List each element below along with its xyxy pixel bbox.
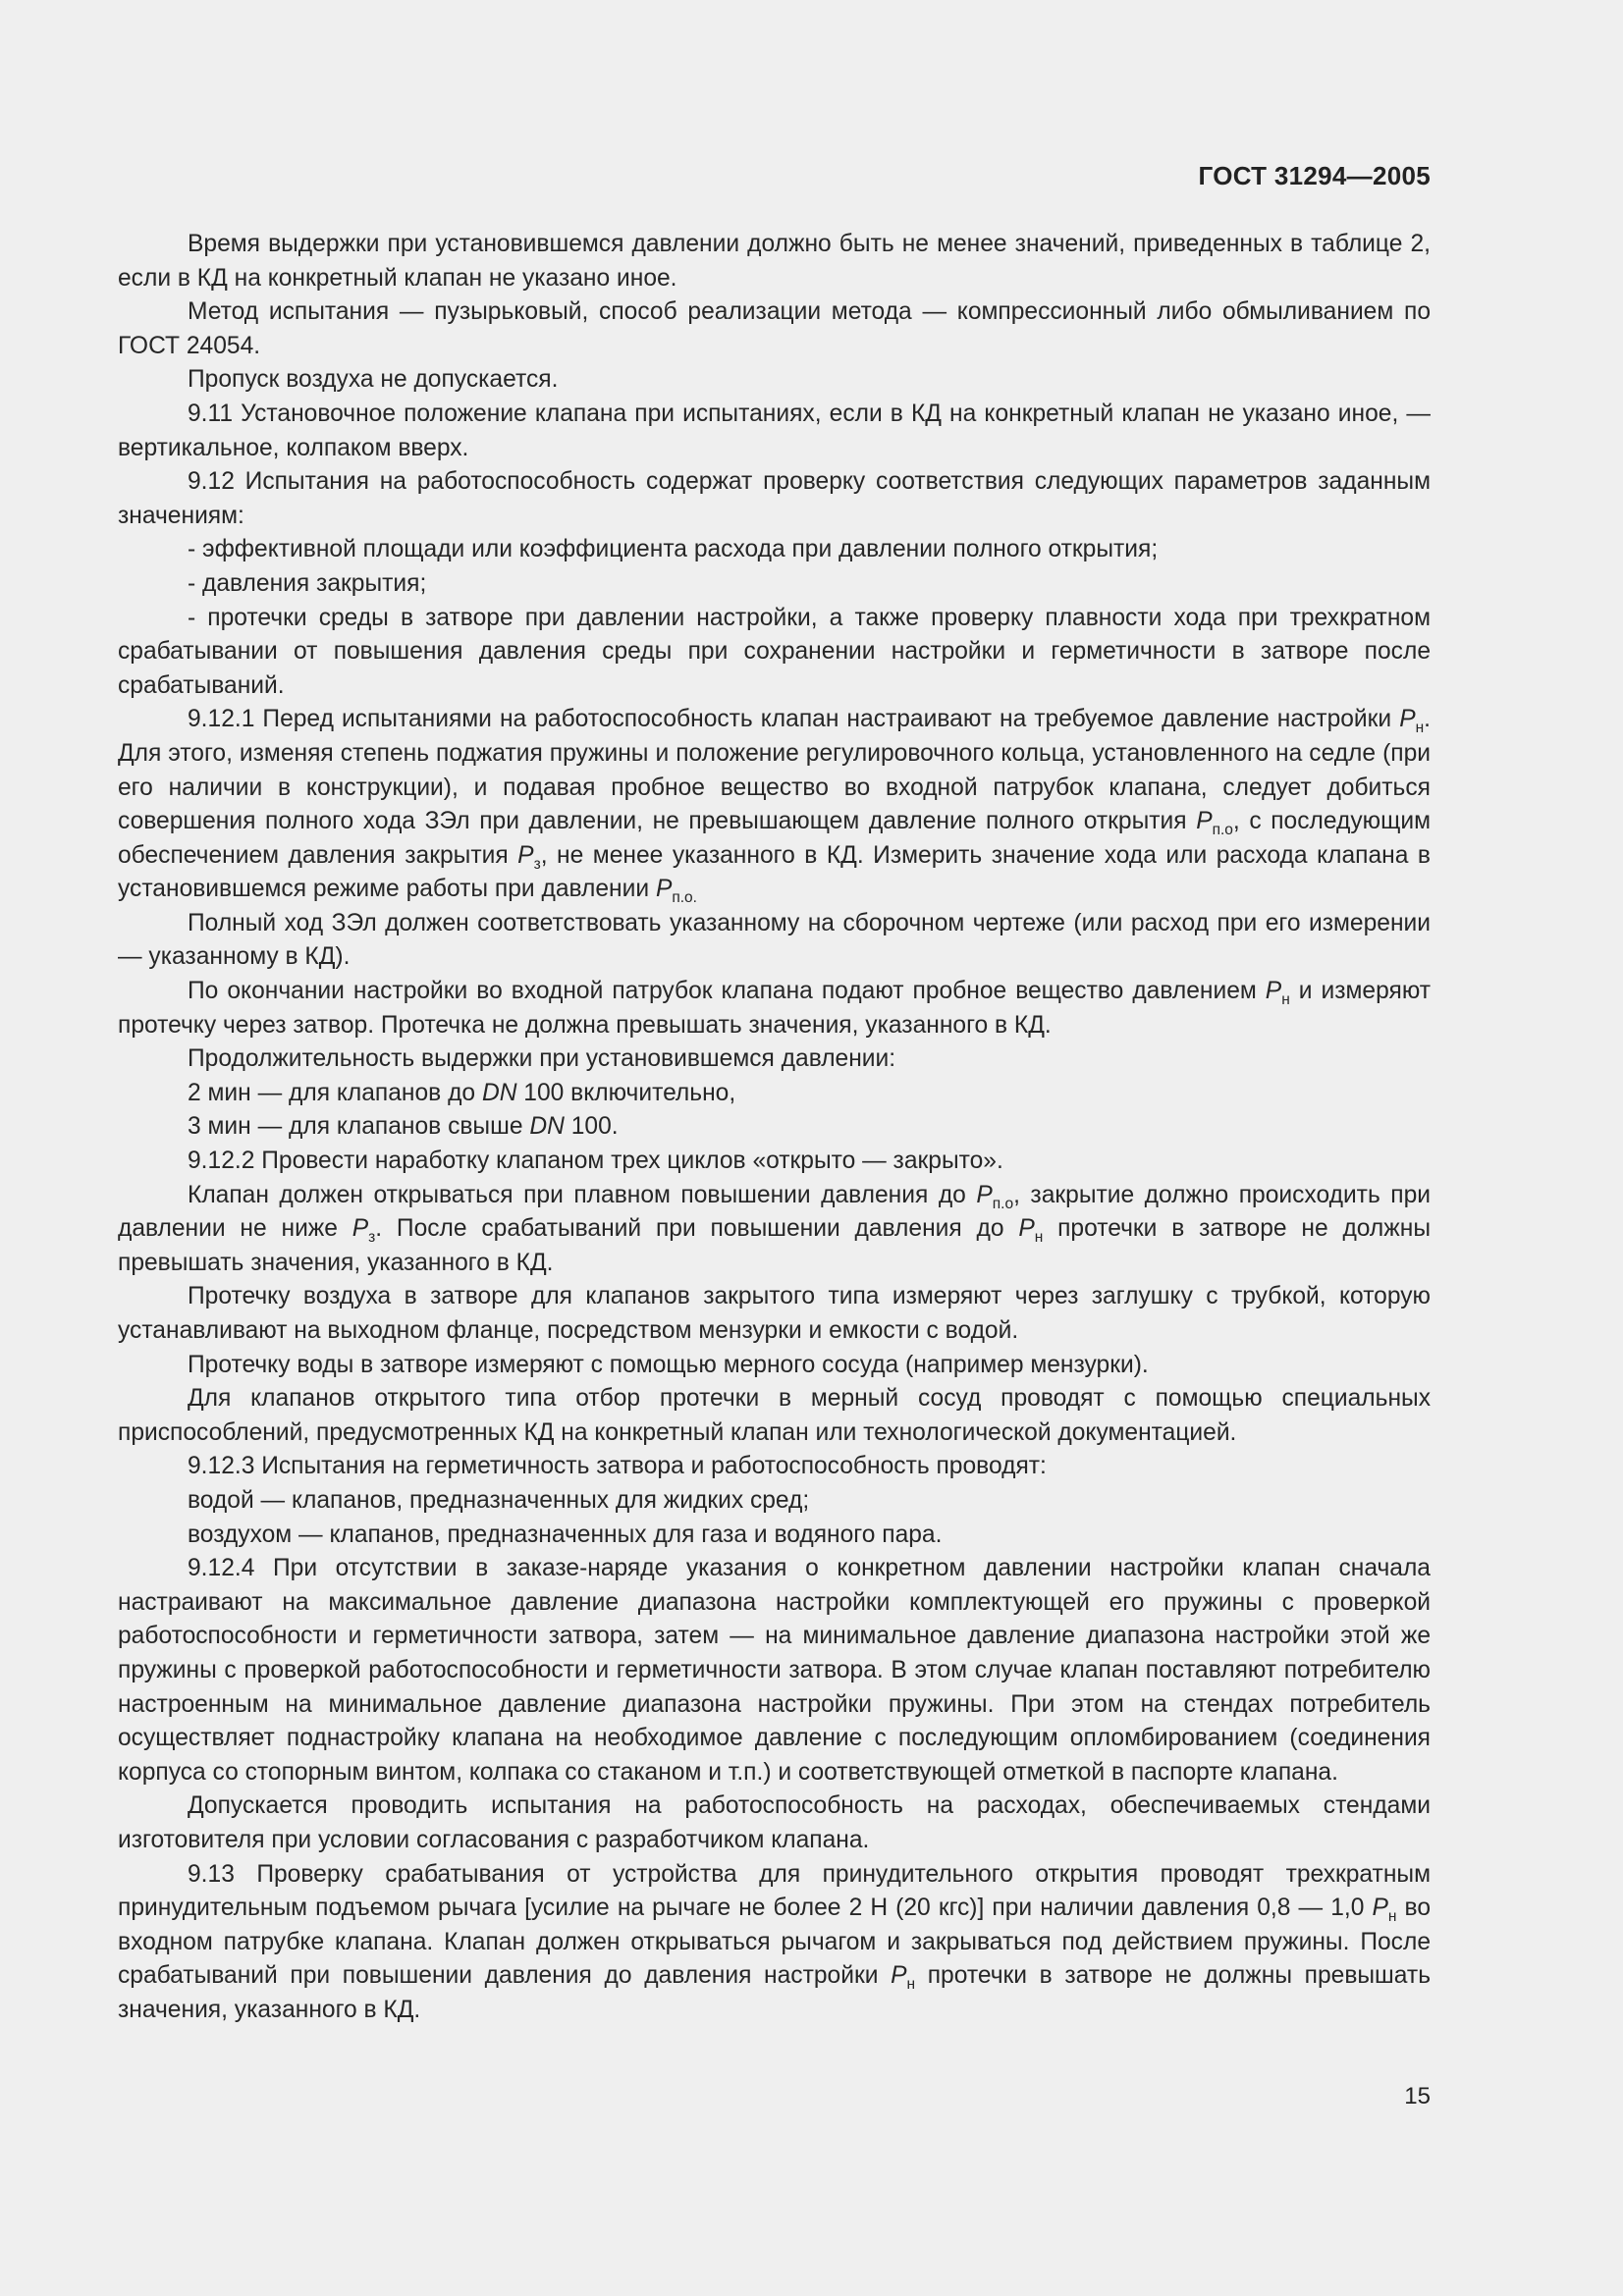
paragraph-text: , закрытие должно происходить при давлении не ниже — [118, 1181, 1431, 1243]
italic-symbol: P — [1265, 978, 1282, 1005]
italic-symbol: DN — [529, 1113, 565, 1141]
body-paragraph — [118, 1077, 1431, 1111]
body-paragraph — [118, 1110, 1431, 1145]
italic-symbol: P — [352, 1215, 369, 1243]
paragraph-text: 9.12.1 Перед испытаниями на работоспособность клапан настраивают на требуемое давление настройки — [188, 706, 1400, 733]
body-paragraph — [118, 1450, 1431, 1484]
paragraph-text: Протечку воды в затворе измеряют с помощью мерного сосуда (например мензурки). — [188, 1351, 1149, 1378]
paragraph-text: . Для этого, изменяя степень поджатия пружины и положение регулировочного кольца, установленного на седле (при его наличии в конструкции), и подавая пробное вещество во входной патрубок клапана, следует добиться совершения полного хода ЗЭл при давлении, не превышающем давление полного открытия — [118, 706, 1431, 835]
paragraph-text: - давления закрытия; — [188, 569, 427, 597]
body-paragraph — [118, 1552, 1431, 1789]
body-paragraph — [118, 602, 1431, 704]
paragraph-text: 9.12.2 Провести наработку клапаном трех циклов «открыто — закрыто». — [188, 1148, 1003, 1175]
body-paragraph — [118, 1858, 1431, 2028]
paragraph-text: , с последующим обеспечением давления закрытия — [118, 808, 1431, 869]
paragraph-text: 9.12.3 Испытания на герметичность затвора и работоспособность проводят: — [188, 1453, 1047, 1480]
page-number: 15 — [1404, 2083, 1431, 2109]
body-paragraph — [118, 1519, 1431, 1553]
document-header-id: ГОСТ 31294—2005 — [1198, 161, 1431, 190]
subscript-text: п.о — [1212, 822, 1233, 839]
body-paragraph — [118, 975, 1431, 1042]
paragraph-text: Протечку воздуха в затворе для клапанов закрытого типа измеряют через заглушку с трубкой, которую устанавливают на выходном фланце, посредством мензурки и емкости с водой. — [118, 1283, 1431, 1344]
paragraph-text: По окончании настройки во входной патрубок клапана подают пробное вещество давлением — [188, 978, 1266, 1005]
paragraph-text: . После срабатываний при повышении давления до — [375, 1215, 1019, 1243]
body-paragraph — [118, 1042, 1431, 1077]
body-paragraph — [118, 907, 1431, 975]
body-paragraph — [118, 363, 1431, 398]
body-paragraph — [118, 1179, 1431, 1281]
body-paragraph — [118, 1484, 1431, 1519]
body-paragraph — [118, 1382, 1431, 1450]
paragraph-text: 9.11 Установочное положение клапана при испытаниях, если в КД на конкретный клапан не указано иное, — вертикальное, колпаком вверх. — [118, 400, 1431, 461]
paragraph-text: Допускается проводить испытания на работоспособность на расходах, обеспечиваемых стендами изготовителя при условии согласования с разработчиком клапана. — [118, 1792, 1431, 1853]
subscript-text: п.о. — [672, 889, 697, 907]
italic-symbol: P — [976, 1181, 993, 1208]
paragraph-text: 2 мин — для клапанов до — [188, 1079, 482, 1106]
italic-symbol: DN — [481, 1079, 517, 1106]
paragraph-text: 100. — [564, 1113, 619, 1141]
paragraph-text: , не менее указанного в КД. Измерить значение хода или расхода клапана в установившемся режиме работы при давлении — [118, 841, 1431, 903]
subscript-text: н — [1387, 1908, 1397, 1926]
paragraph-text: во входном патрубке клапана. Клапан должен открываться рычагом и закрываться под действием пружины. После срабатываний при повышении давления до давления настройки — [118, 1895, 1431, 1990]
paragraph-text: Метод испытания — пузырьковый, способ реализации метода — компрессионный либо обмыливанием по ГОСТ 24054. — [118, 298, 1431, 359]
paragraph-text: Для клапанов открытого типа отбор протечки в мерный сосуд проводят с помощью специальных приспособлений, предусмотренных КД на конкретный клапан или технологической документацией. — [118, 1385, 1431, 1446]
italic-symbol: P — [1399, 706, 1416, 733]
paragraph-text: воздухом — клапанов, предназначенных для газа и водяного пара. — [188, 1521, 943, 1548]
body-paragraph — [118, 567, 1431, 602]
paragraph-text: Пропуск воздуха не допускается. — [188, 366, 559, 394]
italic-symbol: P — [655, 876, 673, 903]
body-paragraph — [118, 228, 1431, 295]
body-paragraph — [118, 1349, 1431, 1383]
body-paragraph — [118, 398, 1431, 465]
subscript-text: з — [533, 855, 541, 873]
paragraph-text: протечки в затворе не должны превышать значения, указанного в КД. — [118, 1215, 1431, 1276]
italic-symbol: P — [1372, 1895, 1388, 1922]
paragraph-text: Время выдержки при установившемся давлении должно быть не менее значений, приведенных в таблице 2, если в КД на конкретный клапан не указано иное. — [118, 231, 1431, 292]
paragraph-text: - протечки среды в затворе при давлении настройки, а также проверку плавности хода при трехкратном срабатывании от повышения давления среды при сохранении настройки и герметичности в затворе после срабатываний. — [118, 604, 1431, 699]
body-paragraph — [118, 1789, 1431, 1857]
italic-symbol: P — [1196, 808, 1213, 835]
paragraph-text: Продолжительность выдержки при установившемся давлении: — [188, 1045, 896, 1073]
subscript-text: н — [1034, 1229, 1044, 1247]
paragraph-text: протечки в затворе не должны превышать значения, указанного в КД. — [118, 1962, 1432, 2023]
body-paragraph — [118, 703, 1431, 907]
paragraph-text: водой — клапанов, предназначенных для жидких сред; — [188, 1486, 810, 1514]
subscript-text: н — [1281, 991, 1290, 1009]
body-paragraph — [118, 1145, 1431, 1179]
body-paragraph — [118, 295, 1431, 363]
paragraph-text: 3 мин — для клапанов свыше — [188, 1113, 530, 1141]
body-paragraph — [118, 533, 1431, 567]
italic-symbol: P — [1018, 1215, 1035, 1243]
paragraph-text: 9.12.4 При отсутствии в заказе-наряде указания о конкретном давлении настройки клапан сначала настраивают на максимальное давление диапазона настройки комплектующей его пружины с проверкой работоспособности и герметичности затвора, затем — на минимальное давление диапазона настройки этой же пружины с проверкой работоспособности и герметичности затвора. В этом случае клапан поставляют потребителю настроенным на минимальное давление диапазона настройки пружины. При этом на стендах потребитель осуществляет поднастройку клапана на необходимое давление с последующим опломбированием (соединения корпуса со стопорным винтом, колпака со стаканом и т.п.) и соответствующей отметкой в паспорте клапана. — [118, 1555, 1431, 1786]
italic-symbol: P — [891, 1962, 907, 1990]
italic-symbol: P — [517, 841, 534, 869]
body-paragraph — [118, 465, 1431, 533]
body-paragraph — [118, 1280, 1431, 1348]
document-body — [118, 228, 1431, 2027]
paragraph-text: 9.12 Испытания на работоспособность содержат проверку соответствия следующих параметров заданным значениям: — [118, 468, 1431, 529]
paragraph-text: и измеряют протечку через затвор. Протечка не должна превышать значения, указанного в КД. — [118, 978, 1431, 1039]
paragraph-text: - эффективной площади или коэффициента расхода при давлении полного открытия; — [188, 536, 1159, 563]
subscript-text: н — [1415, 720, 1425, 737]
paragraph-text: Полный ход ЗЭл должен соответствовать указанному на сборочном чертеже (или расход при его измерении — указанному в КД). — [118, 909, 1431, 971]
paragraph-text: 100 включительно, — [516, 1079, 736, 1106]
paragraph-text: 9.13 Проверку срабатывания от устройства для принудительного открытия проводят трехкратным принудительным подъемом рычага [усилие на рычаге не более 2 Н (20 кгс)] при наличии давления 0,8 — 1,0 — [118, 1860, 1431, 1922]
subscript-text: п.о — [992, 1195, 1014, 1212]
subscript-text: з — [368, 1229, 376, 1247]
subscript-text: н — [906, 1976, 916, 1994]
paragraph-text: Клапан должен открываться при плавном повышении давления до — [188, 1181, 977, 1208]
